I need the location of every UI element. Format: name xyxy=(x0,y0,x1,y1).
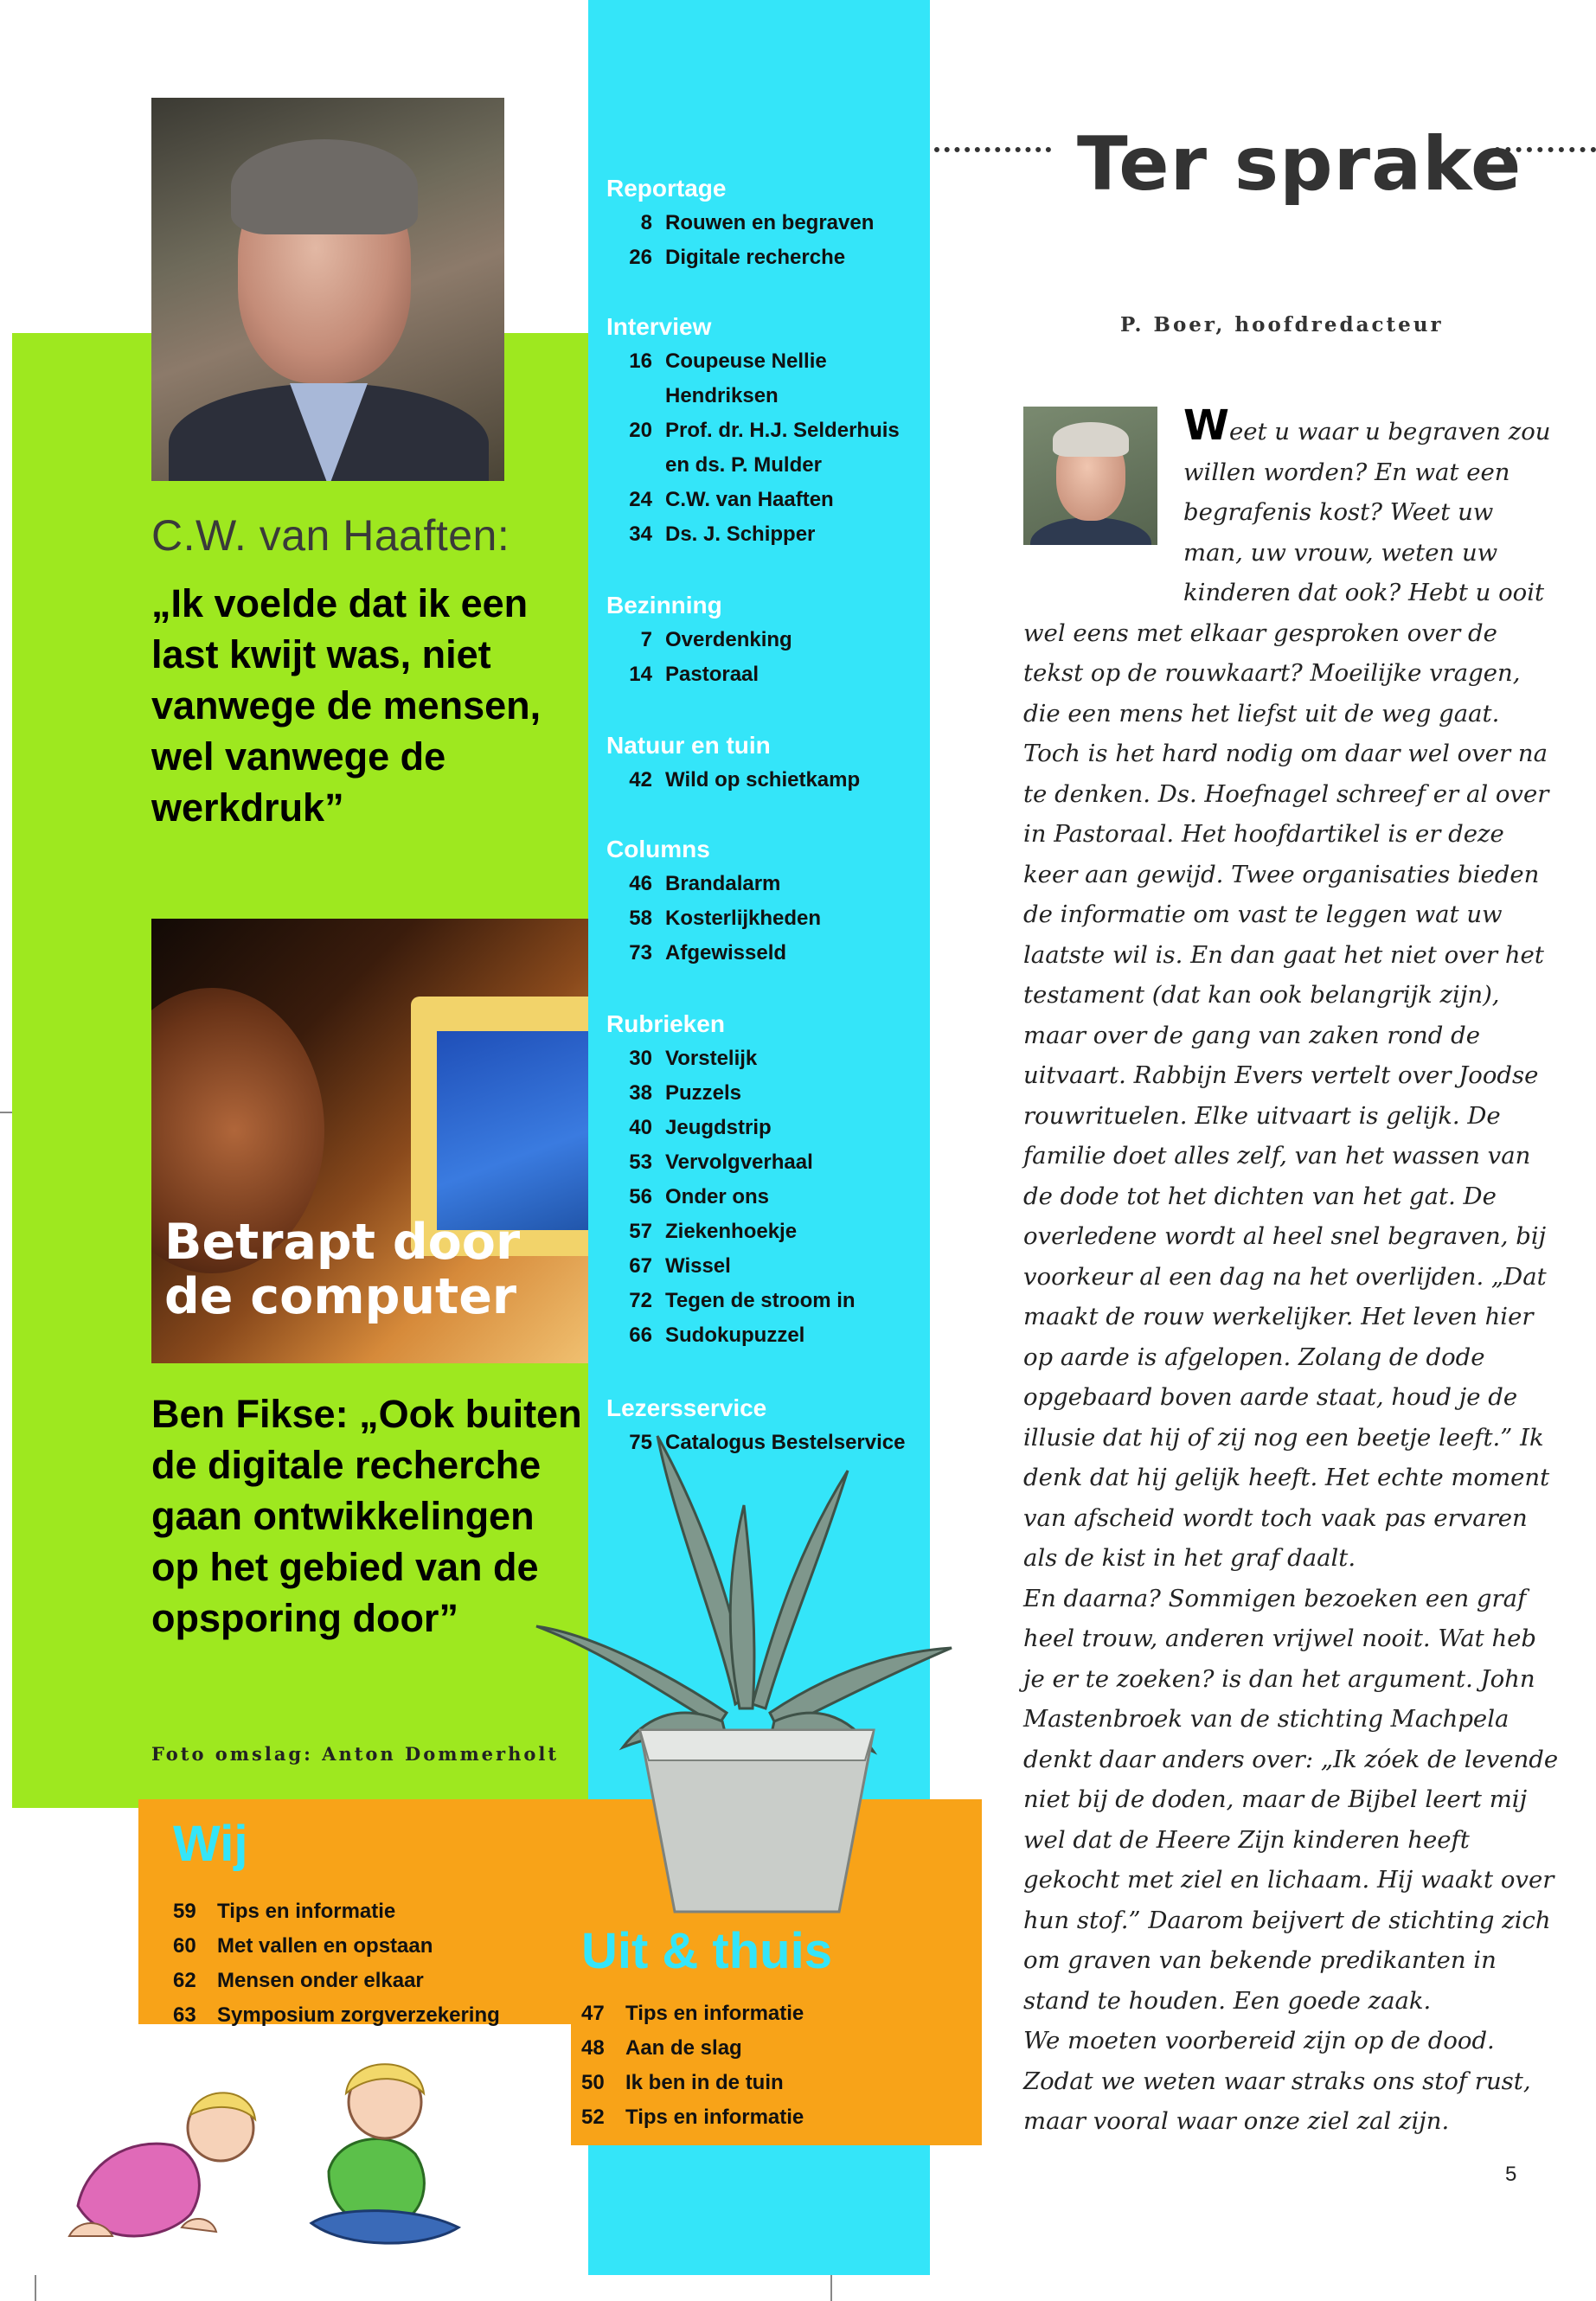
toc-item-title: Jeugdstrip xyxy=(665,1116,772,1139)
article-paragraph-2: En daarna? Sommigen bezoeken een graf heel trouw, anderen vrijwel nooit. Wat heb je er te zoeken? is dan het argument. John Mastenbroek van de stichting Machpela denkt daar anders over: „Ik zóek de levende niet bij de doden, maar de Bijbel leert mij wel dat de Heere Zijn kinderen heeft gekocht met ziel en lichaam. Hij waakt over hun stof.” Daarom beijvert de stichting zich om graven van bekende predikanten in stand te houden. Een goede zaak. xyxy=(1023,1584,1559,2015)
toc-item-title: Ziekenhoekje xyxy=(665,1220,798,1243)
column-article xyxy=(1023,401,1560,2142)
crop-mark xyxy=(0,1112,12,1113)
toc-section-heading: Lezersservice xyxy=(606,1394,767,1421)
toc-section xyxy=(606,310,935,552)
wij-item[interactable] xyxy=(173,1929,571,1964)
wij-item-page: 59 xyxy=(173,1900,196,1923)
toc-item[interactable] xyxy=(606,1042,935,1076)
article-paragraph-3: We moeten voorbereid zijn op de dood. Zodat we weten waar straks ons stof rust, maar vooral waar onze ziel zal zijn. xyxy=(1023,2027,1531,2135)
toc-section-heading: Reportage xyxy=(606,175,727,202)
article-paragraph-1-text: eet u waar u begraven zou willen worden? En wat een begrafenis kost? Weet uw man, uw vrouw, weten uw kinderen dat ook? Hebt u ooit wel eens met elkaar gesproken over de tekst op de rouwkaart? Moeilijke vragen, die een mens het liefst uit de weg gaat. Toch is het hard nodig om daar wel over na te denken. Ds. Hoefnagel schreef er al over in Pastoraal. Het hoofdartikel is er deze keer aan gewijd. Twee organisaties bieden de informatie om vast te leggen wat uw laatste wil is. En dan gaat het niet over het testament (dat kan ook belangrijk zijn), maar over de gang van zaken rond de uitvaart. Rabbijn Evers vertelt over Joodse rouwrituelen. Elke uitvaart is gelijk. De familie doet alles zelf, van het wassen van de dode tot het dichten van het gat. De overledene wordt al heel snel begraven, bij voorkeur al een dag na het overlijden. „Dat maakt de rouw werkelijker. Het leven hier op aarde is afgelopen. Zolang de dode opgebaard boven aarde staat, houd je de illusie dat hij of zij nog een beetje leeft.” Ik denk dat hij gelijk heeft. Het echte moment van afscheid wordt toch vaak pas ervaren als de kist in het graf daalt. xyxy=(1023,418,1551,1572)
wij-item[interactable] xyxy=(173,1964,571,1998)
toc-item-page: 38 xyxy=(629,1081,652,1105)
toc-item-title: en ds. P. Mulder xyxy=(665,453,822,477)
toc-item-page: 56 xyxy=(629,1185,652,1208)
cw-van-haaften-photo xyxy=(151,98,504,481)
toc-item[interactable] xyxy=(606,1215,935,1249)
uit_thuis-item-title: Ik ben in de tuin xyxy=(625,2071,784,2094)
toc-item-page: 14 xyxy=(629,663,652,686)
wij-list xyxy=(173,1894,571,2033)
toc-item-title: Prof. dr. H.J. Selderhuis xyxy=(665,419,900,442)
toc-item-page: 58 xyxy=(629,907,652,930)
wij-item[interactable] xyxy=(173,1894,571,1929)
toc-item-page: 73 xyxy=(629,941,652,965)
toc-item-page: 72 xyxy=(629,1289,652,1312)
toc-item-page xyxy=(606,448,652,483)
toc-item-title: C.W. van Haaften xyxy=(665,488,834,511)
drop-cap: W xyxy=(1183,401,1229,450)
column-title: Ter sprake xyxy=(1077,121,1522,208)
wij-item-page: 60 xyxy=(173,1934,196,1958)
toc-item[interactable] xyxy=(606,344,935,379)
toc-item[interactable] xyxy=(606,763,935,798)
toc-item-page: 34 xyxy=(629,522,652,546)
uit_thuis-item[interactable] xyxy=(581,2066,979,2100)
toc-item-title: Overdenking xyxy=(665,628,792,651)
toc-item[interactable] xyxy=(606,1180,935,1215)
toc-item-page: 46 xyxy=(629,872,652,895)
wij-item-title: Mensen onder elkaar xyxy=(217,1969,424,1992)
toc-section xyxy=(606,832,935,971)
betrapt-headline xyxy=(164,1215,580,1324)
toc-section-heading: Natuur en tuin xyxy=(606,732,771,759)
toc-section-heading: Bezinning xyxy=(606,592,722,619)
toc-item-page: 20 xyxy=(629,419,652,442)
toc-item[interactable] xyxy=(606,623,935,657)
plant-illustration xyxy=(519,1419,969,1920)
uit_thuis-item[interactable] xyxy=(581,2031,979,2066)
toc-item-page: 7 xyxy=(640,628,652,651)
uit_thuis-item-title: Aan de slag xyxy=(625,2036,742,2060)
toc-item-title: Ds. J. Schipper xyxy=(665,522,816,546)
toc-item-title: Sudokupuzzel xyxy=(665,1324,805,1347)
toc-item[interactable] xyxy=(606,657,935,692)
toc-item-page: 53 xyxy=(629,1150,652,1174)
title-dots-right xyxy=(1495,147,1596,152)
column-byline: P. Boer, hoofdredacteur xyxy=(1120,313,1444,336)
toc-item[interactable] xyxy=(606,1249,935,1284)
page-number: 5 xyxy=(1505,2163,1517,2186)
toc-item-title: Afgewisseld xyxy=(665,941,787,965)
photo-credit: Foto omslag: Anton Dommerholt xyxy=(151,1743,560,1765)
wij-item-page: 62 xyxy=(173,1969,196,1992)
toc-item-title: Puzzels xyxy=(665,1081,742,1105)
wij-item-title: Met vallen en opstaan xyxy=(217,1934,433,1958)
toc-item[interactable] xyxy=(606,448,935,483)
toc-section-heading: Columns xyxy=(606,836,710,862)
toc-item[interactable] xyxy=(606,1145,935,1180)
toc-item-title: Catalogus Bestelservice xyxy=(665,1431,906,1454)
wij-item-title: Symposium zorgverzekering xyxy=(217,2003,500,2027)
toc-item-page: 66 xyxy=(629,1324,652,1347)
toc-item[interactable] xyxy=(606,1318,935,1353)
uit_thuis-item-title: Tips en informatie xyxy=(625,2106,804,2129)
toc-item-title: Hendriksen xyxy=(665,384,779,407)
title-dots-left xyxy=(934,147,1051,152)
toc-item-title: Vervolgverhaal xyxy=(665,1150,813,1174)
toc-item-title: Kosterlijkheden xyxy=(665,907,822,930)
uit_thuis-item-page: 48 xyxy=(581,2036,605,2060)
toc-item-page: 57 xyxy=(629,1220,652,1243)
toc-item-page: 30 xyxy=(629,1047,652,1070)
uit_thuis-item[interactable] xyxy=(581,2100,979,2135)
toc-section xyxy=(606,588,935,692)
toc-item-title: Wild op schietkamp xyxy=(665,768,861,792)
toc-item[interactable] xyxy=(606,483,935,517)
toc-item[interactable] xyxy=(606,206,935,240)
uit_thuis-item-page: 47 xyxy=(581,2002,605,2025)
wij-heading: Wij xyxy=(173,1816,248,1872)
uit-thuis-list xyxy=(581,1997,979,2135)
toc-section xyxy=(606,1007,935,1353)
toc-item[interactable] xyxy=(606,936,935,971)
toc-item-page: 26 xyxy=(629,246,652,269)
toc-item-title: Rouwen en begraven xyxy=(665,211,875,234)
toc-section-heading: Rubrieken xyxy=(606,1010,725,1037)
toc-item-title: Coupeuse Nellie xyxy=(665,349,827,373)
uit_thuis-item-page: 50 xyxy=(581,2071,605,2094)
toc-item-page: 16 xyxy=(629,349,652,373)
cw-name-heading: C.W. van Haaften: xyxy=(151,511,510,560)
toc-item-title: Digitale recherche xyxy=(665,246,846,269)
toc-item-title: Tegen de stroom in xyxy=(665,1289,856,1312)
toc-item-title: Vorstelijk xyxy=(665,1047,758,1070)
uit-thuis-heading: Uit & thuis xyxy=(581,1923,832,1979)
uit_thuis-item-title: Tips en informatie xyxy=(625,2002,804,2025)
wij-item-page: 63 xyxy=(173,2003,196,2027)
toc-section xyxy=(606,171,935,275)
uit_thuis-item-page: 52 xyxy=(581,2106,605,2129)
toc-item[interactable] xyxy=(606,1076,935,1111)
toc-item-title: Onder ons xyxy=(665,1185,770,1208)
toc-item-title: Brandalarm xyxy=(665,872,781,895)
toc-item-page: 8 xyxy=(640,211,652,234)
toc-item-page xyxy=(606,379,652,413)
wij-item-title: Tips en informatie xyxy=(217,1900,396,1923)
toc-item-page: 42 xyxy=(629,768,652,792)
uit_thuis-item[interactable] xyxy=(581,1997,979,2031)
toc-item[interactable] xyxy=(606,1284,935,1318)
toc-item[interactable] xyxy=(606,517,935,552)
crop-mark xyxy=(35,2275,36,2301)
cw-quote: „Ik voelde dat ik een last kwijt was, niet vanwege de mensen, wel vanwege de werkdruk” xyxy=(151,581,542,830)
toc-section-heading: Interview xyxy=(606,313,712,340)
toc-section xyxy=(606,728,935,798)
toc-item-title: Wissel xyxy=(665,1254,731,1278)
toc-item-title: Pastoraal xyxy=(665,663,760,686)
betrapt-line-1: Betrapt door xyxy=(164,1214,521,1271)
crop-mark xyxy=(830,2275,832,2301)
toc-item-page: 24 xyxy=(629,488,652,511)
toc-item-page: 40 xyxy=(629,1116,652,1139)
toc-item-page: 75 xyxy=(629,1431,652,1454)
toc-item[interactable] xyxy=(606,1111,935,1145)
toc-item[interactable] xyxy=(606,867,935,901)
toc-item[interactable] xyxy=(606,413,935,448)
wij-item[interactable] xyxy=(173,1998,571,2033)
toc-item-page: 67 xyxy=(629,1254,652,1278)
children-illustration xyxy=(52,2033,502,2258)
ben-fikse-quote: Ben Fikse: „Ook buiten de digitale recherche gaan ontwikkelingen op het gebied van de opsporing door” xyxy=(151,1392,582,1640)
toc-item[interactable] xyxy=(606,240,935,275)
betrapt-line-2: de computer xyxy=(164,1268,517,1325)
toc-item[interactable] xyxy=(606,901,935,936)
toc-item[interactable] xyxy=(606,379,935,413)
